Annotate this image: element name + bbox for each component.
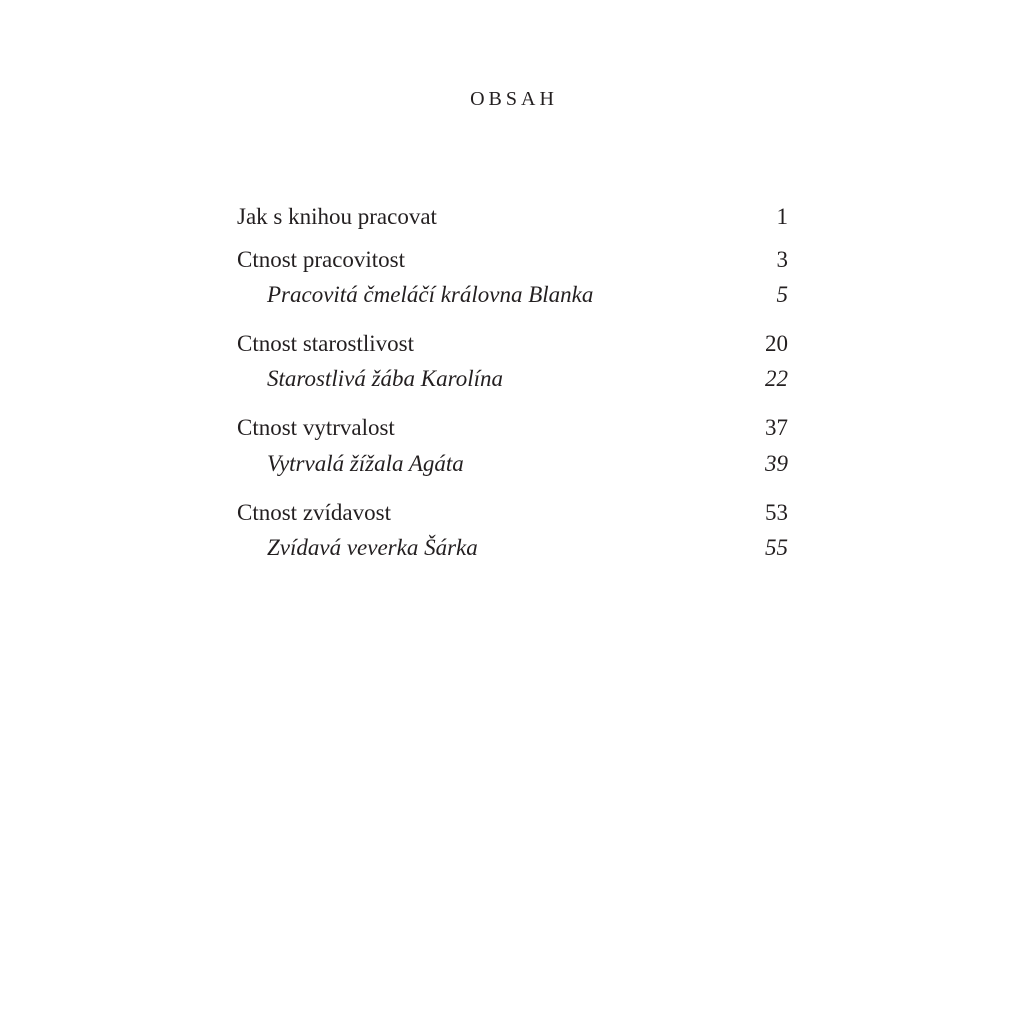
toc-entry-page-number: 1 [776, 204, 788, 229]
toc-entry-chapter [237, 330, 788, 358]
toc-entry-chapter [237, 414, 788, 442]
toc-entry-page-number: 20 [765, 331, 788, 356]
toc-entry-label: Ctnost vytrvalost [237, 415, 395, 440]
toc-entry-label: Vytrvalá žížala Agáta [267, 451, 464, 476]
toc-entry-chapter [237, 499, 788, 527]
toc-entry-story [237, 534, 788, 562]
table-of-contents [237, 0, 788, 1024]
toc-entry-page-number: 5 [776, 282, 788, 307]
toc-entry-page-number: 37 [765, 415, 788, 440]
toc-entry-chapter [237, 246, 788, 274]
toc-entry-label: Ctnost zvídavost [237, 500, 391, 525]
toc-entry-page-number: 22 [765, 366, 788, 391]
toc-entry-label: Ctnost starostlivost [237, 331, 414, 356]
toc-entry-page-number: 53 [765, 500, 788, 525]
page-title: OBSAH [470, 88, 558, 110]
toc-entry-page-number: 3 [776, 247, 788, 272]
toc-entry-label: Ctnost pracovitost [237, 247, 406, 272]
toc-entry-page-number: 39 [765, 451, 788, 476]
toc-entry-label: Zvídavá veverka Šárka [267, 535, 478, 560]
toc-entry-story [237, 450, 788, 478]
toc-entry-page-number: 55 [765, 535, 788, 560]
toc-entry-chapter [237, 203, 788, 231]
toc-entry-label: Jak s knihou pracovat [237, 204, 437, 229]
toc-entry-story [237, 365, 788, 393]
toc-entry-story [237, 281, 788, 309]
toc-entry-label: Pracovitá čmeláčí královna Blanka [267, 282, 594, 307]
toc-entry-label: Starostlivá žába Karolína [267, 366, 503, 391]
